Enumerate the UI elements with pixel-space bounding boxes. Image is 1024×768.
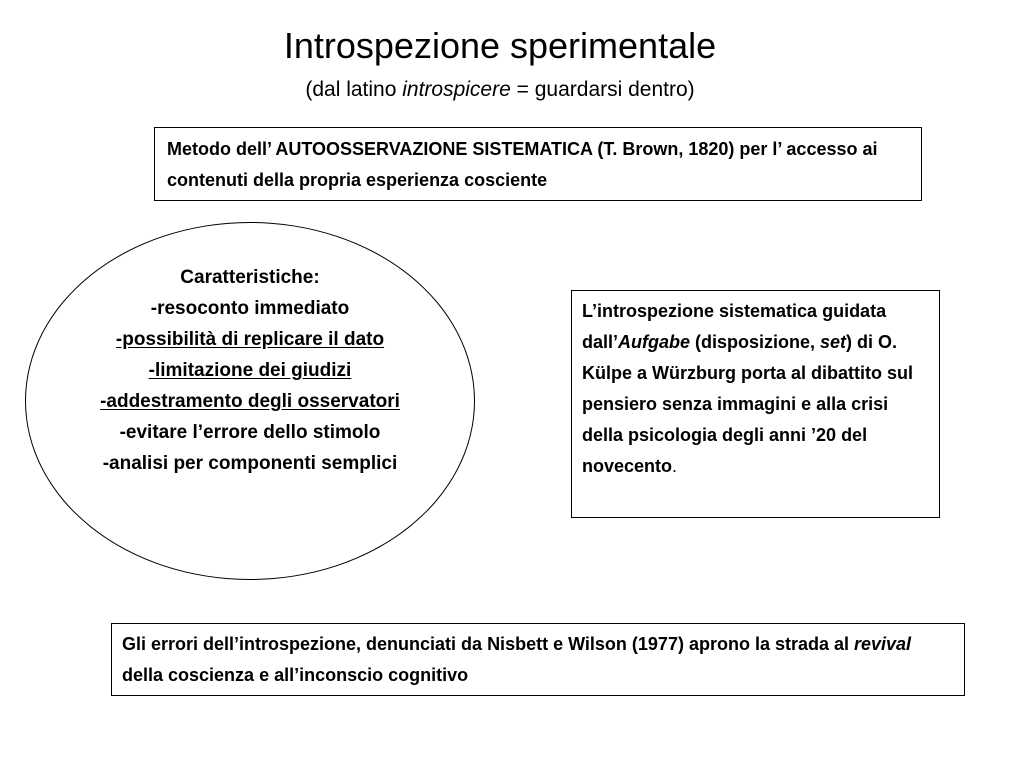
revival-term: revival xyxy=(854,634,912,654)
characteristics-heading: Caratteristiche: xyxy=(180,267,320,288)
slide-title: Introspezione sperimentale xyxy=(283,25,717,66)
aufgabe-term: Aufgabe xyxy=(618,332,691,352)
characteristic-item: -addestramento degli osservatori xyxy=(100,391,400,412)
aufgabe-period: . xyxy=(672,456,678,476)
aufgabe-text-part2: (disposizione, xyxy=(690,332,821,352)
characteristic-item: -resoconto immediato xyxy=(150,298,350,319)
subtitle-suffix: = guardarsi dentro) xyxy=(510,78,695,101)
subtitle-latin-term: introspicere xyxy=(402,78,511,101)
aufgabe-text-part1: L’introspezione sistematica guidata dall’ xyxy=(582,301,887,352)
subtitle-prefix: (dal latino xyxy=(305,78,403,101)
aufgabe-box xyxy=(571,290,940,518)
method-box xyxy=(154,127,922,201)
slide-subtitle xyxy=(200,76,800,104)
method-text: Metodo dell’ AUTOOSSERVAZIONE SISTEMATICA (T. Brown, 1820) per l’ accesso ai contenuti della propria esperienza cosciente xyxy=(167,139,878,190)
aufgabe-text-part3: ) di O. Külpe a Würzburg porta al dibattito sul pensiero senza immagini e alla crisi della psicologia degli anni ’20 del novecento xyxy=(582,332,913,476)
set-term: set xyxy=(820,332,847,352)
errors-box xyxy=(111,623,965,696)
errors-text-part1: Gli errori dell’introspezione, denunciati da Nisbett e Wilson (1977) aprono la strada al xyxy=(122,634,854,654)
characteristic-item: -limitazione dei giudizi xyxy=(148,360,352,381)
characteristic-item: -possibilità di replicare il dato xyxy=(115,329,385,350)
characteristic-item: -evitare l’errore dello stimolo xyxy=(119,422,381,443)
errors-text-part2: della coscienza e all’inconscio cognitivo xyxy=(122,665,469,685)
characteristic-item: -analisi per componenti semplici xyxy=(102,453,398,474)
characteristics-list xyxy=(40,262,460,479)
